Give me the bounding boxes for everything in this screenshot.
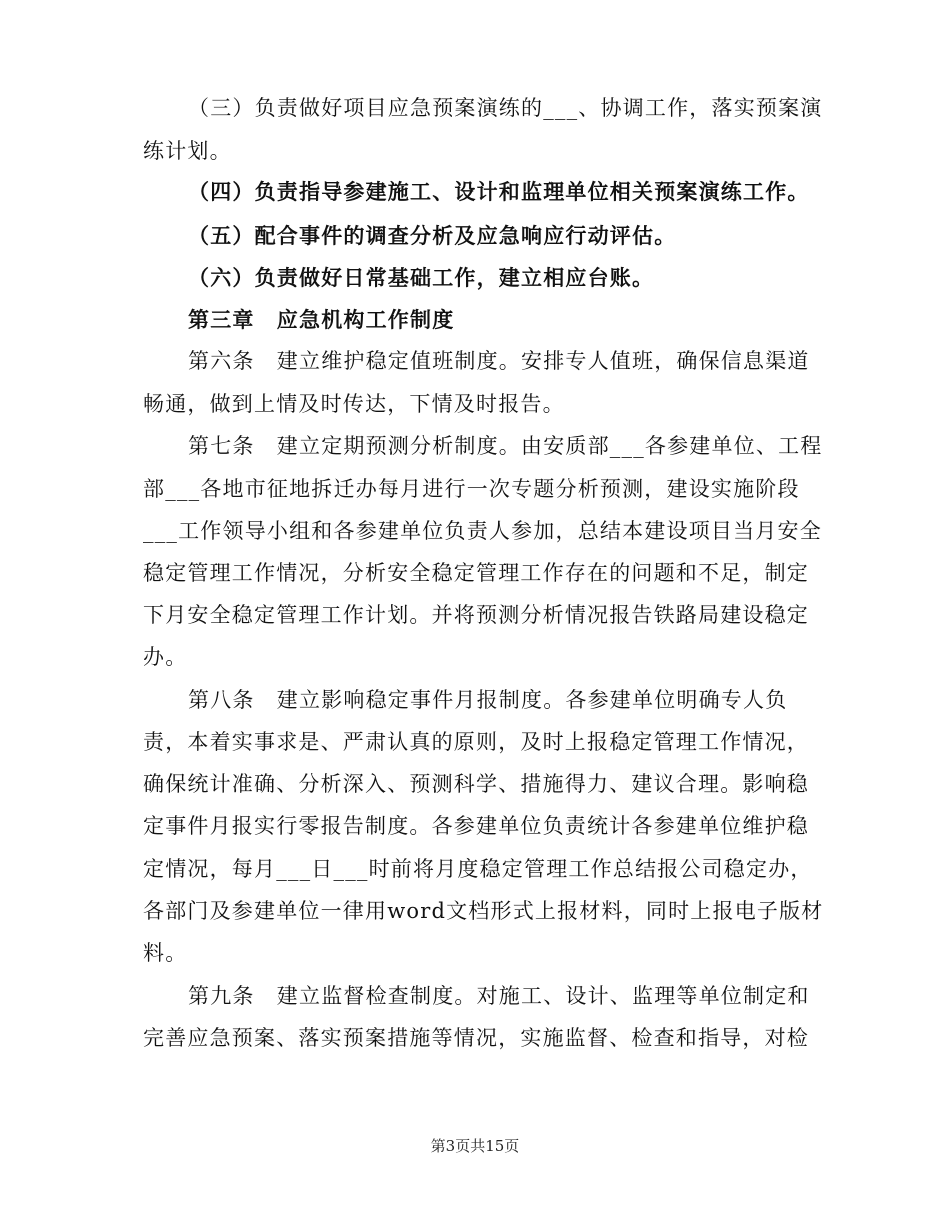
paragraph-line: 练计划。 xyxy=(143,139,232,163)
paragraph-line: 部___各地市征地拆迁办每月进行一次专题分析预测，建设实施阶段 xyxy=(143,477,800,501)
paragraph-line: 第八条 建立影响稳定事件月报制度。各参建单位明确专人负 xyxy=(188,688,788,712)
paragraph-line: 责，本着实事求是、严肃认真的原则，及时上报稳定管理工作情况， xyxy=(143,730,809,754)
paragraph-line: （三）负责做好项目应急预案演练的___、协调工作，落实预案演 xyxy=(188,96,823,120)
paragraph-line: 定情况，每月___日___时前将月度稳定管理工作总结报公司稳定办， xyxy=(143,857,813,881)
paragraph-line: 完善应急预案、落实预案措施等情况，实施监督、检查和指导，对检 xyxy=(143,1026,809,1050)
paragraph-line: 畅通，做到上情及时传达，下情及时报告。 xyxy=(143,392,565,416)
paragraph-line: 各部门及参建单位一律用word文档形式上报材料，同时上报电子版材 xyxy=(143,899,824,923)
paragraph-line: （四）负责指导参建施工、设计和监理单位相关预案演练工作。 xyxy=(188,179,810,204)
chapter-heading: 第三章 应急机构工作制度 xyxy=(188,307,455,332)
paragraph-line: 第七条 建立定期预测分析制度。由安质部___各参建单位、工程 xyxy=(188,434,823,458)
paragraph-line: 确保统计准确、分析深入、预测科学、措施得力、建议合理。影响稳 xyxy=(143,772,809,796)
paragraph-line: （六）负责做好日常基础工作，建立相应台账。 xyxy=(188,265,655,290)
paragraph-line: ___工作领导小组和各参建单位负责人参加，总结本建设项目当月安全 xyxy=(143,519,822,543)
paragraph-line: 第九条 建立监督检查制度。对施工、设计、监理等单位制定和 xyxy=(188,984,810,1008)
paragraph-line: 办。 xyxy=(143,645,188,669)
paragraph-line: 稳定管理工作情况，分析安全稳定管理工作存在的问题和不足，制定 xyxy=(143,561,809,585)
page-number-footer: 第3页共15页 xyxy=(430,1137,520,1155)
paragraph-line: 第六条 建立维护稳定值班制度。安排专人值班，确保信息渠道 xyxy=(188,349,810,373)
paragraph-line: 料。 xyxy=(143,941,188,965)
paragraph-line: 定事件月报实行零报告制度。各参建单位负责统计各参建单位维护稳 xyxy=(143,814,809,838)
paragraph-line: （五）配合事件的调查分析及应急响应行动评估。 xyxy=(188,223,677,248)
paragraph-line: 下月安全稳定管理工作计划。并将预测分析情况报告铁路局建设稳定 xyxy=(143,603,809,627)
